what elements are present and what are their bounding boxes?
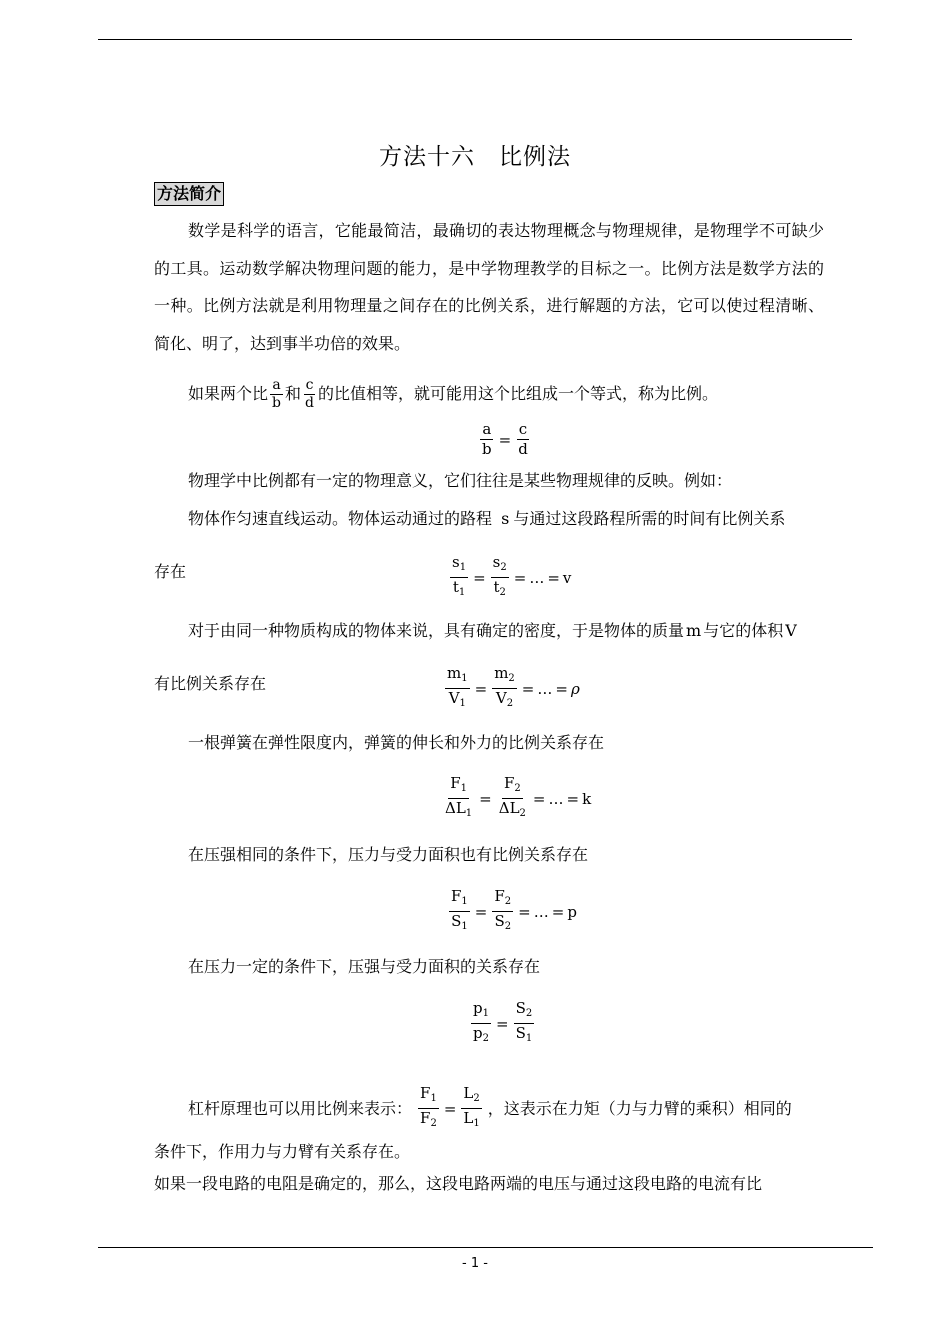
intro-paragraph: 数学是科学的语言，它能最简洁，最确切的表达物理概念与物理规律，是物理学不可缺少的工具。运动数学解决物理问题的能力，是中学物理教学的目标之一。比例方法是数学方法的一种。比例方法就是利用物理量之间存在的比例关系，进行解题的方法，它可以使过程清晰、简化、明了，达到事半功倍的效果。 (154, 221, 824, 353)
circuit-line: 如果一段电路的电阻是确定的，那么，这段电路两端的电压与通过这段电路的电流有比 (154, 1174, 763, 1193)
fraction-f2-s2: $\frac{F_2}{S_2}$ (494, 887, 512, 932)
fraction-s2-s1: $\frac{S_2}{S_1}$ (515, 999, 533, 1044)
variable-s: s (501, 509, 510, 528)
density-text: 对于由同一种物质构成的物体来说，具有确定的密度，于是物体的质量 (188, 621, 685, 640)
fraction-s2-t2: $\frac{s_2}{t_2}$ (492, 553, 507, 598)
header-rule (98, 39, 852, 40)
page-number: - 1 - (462, 1256, 488, 1271)
lever-prefix: 杠杆原理也可以用比例来表示： (188, 1098, 413, 1118)
lever-line (188, 1084, 792, 1133)
lever-line2: 条件下，作用力与力臂有关系存在。 (154, 1142, 411, 1161)
equation-velocity: $\frac{s_1}{t_1}$ = $\frac{s_2}{t_2}$ = … = v (448, 553, 571, 602)
fraction-p1-p2: $\frac{p_1}{p_2}$ (473, 999, 489, 1044)
uniform-motion-line (188, 509, 785, 529)
equation-pressure: $\frac{F_1}{S_1}$ = $\frac{F_2}{S_2}$ = … = p (447, 887, 577, 936)
equation-lever: $\frac{F_1}{F_2}$ = $\frac{L_2}{L_1}$ (416, 1084, 484, 1133)
fraction-f1-dl1: $\frac{F_1}{\Delta L_1}$ (445, 774, 473, 819)
title-part2: 比例法 (499, 144, 571, 170)
fraction-f1-f2: $\frac{F_1}{F_2}$ (420, 1084, 437, 1129)
fraction-f1-s1: $\frac{F_1}{S_1}$ (451, 887, 468, 932)
pressure-same-line: 在压强相同的条件下，压力与受力面积也有比例关系存在 (188, 845, 589, 864)
fraction-m1-v1: $\frac{m_1}{V_1}$ (447, 664, 468, 709)
lever-suffix: ，这表示在力矩（力与力臂的乘积）相同的 (487, 1098, 792, 1118)
density-exist: 有比例关系存在 (154, 674, 267, 693)
fraction-f2-dl2: $\frac{F_2}{\Delta L_2}$ (498, 774, 526, 819)
uniform-motion-exist: 存在 (154, 562, 187, 581)
equals-sign: = (498, 430, 512, 449)
spring-line: 一根弹簧在弹性限度内，弹簧的伸长和外力的比例关系存在 (188, 733, 605, 752)
uniform-motion-text: 物体作匀速直线运动。物体运动通过的路程 (188, 509, 493, 528)
fraction-a-b: $\frac{a}{b}$ (482, 420, 492, 458)
definition-suffix: 的比值相等，就可能用这个比组成一个等式，称为比例。 (317, 384, 718, 403)
fraction-c-over-d: $\frac{c}{d}$ (305, 377, 314, 411)
density-line (188, 621, 797, 641)
title-part1: 方法十六 (379, 144, 475, 170)
page-title (0, 138, 950, 171)
density-mid: 与它的体积 (703, 621, 784, 640)
definition-line (188, 377, 718, 412)
uniform-motion-text-end: 与通过这段路程所需的时间有比例关系 (513, 509, 786, 528)
force-same-line: 在压力一定的条件下，压强与受力面积的关系存在 (188, 957, 541, 976)
section-heading: 方法简介 (154, 182, 224, 206)
definition-and: 和 (284, 384, 301, 403)
fraction-m2-v2: $\frac{m_2}{V_2}$ (494, 664, 515, 709)
fraction-s1-t1: $\frac{s_1}{t_1}$ (452, 553, 467, 598)
variable-m: m (686, 621, 702, 640)
fraction-l2-l1: $\frac{L_2}{L_1}$ (463, 1084, 480, 1129)
footer-rule (98, 1247, 873, 1248)
fraction-a-over-b: $\frac{a}{b}$ (272, 377, 281, 411)
fraction-c-d: $\frac{c}{d}$ (518, 420, 528, 458)
equation-density: $\frac{m_1}{V_1}$ = $\frac{m_2}{V_2}$ = … = ρ (443, 664, 580, 713)
meaning-line: 物理学中比例都有一定的物理意义，它们往往是某些物理规律的反映。例如： (188, 471, 733, 490)
equation-pressure-area: $\frac{p_1}{p_2}$ = $\frac{S_2}{S_1}$ (469, 999, 536, 1048)
definition-prefix: 如果两个比 (188, 384, 269, 403)
equation-spring: $\frac{F_1}{\Delta L_1}$ = $\frac{F_2}{\Delta L_2}$ = … = k (441, 774, 591, 823)
variable-v: V (785, 621, 797, 640)
equation-proportion (478, 420, 532, 459)
